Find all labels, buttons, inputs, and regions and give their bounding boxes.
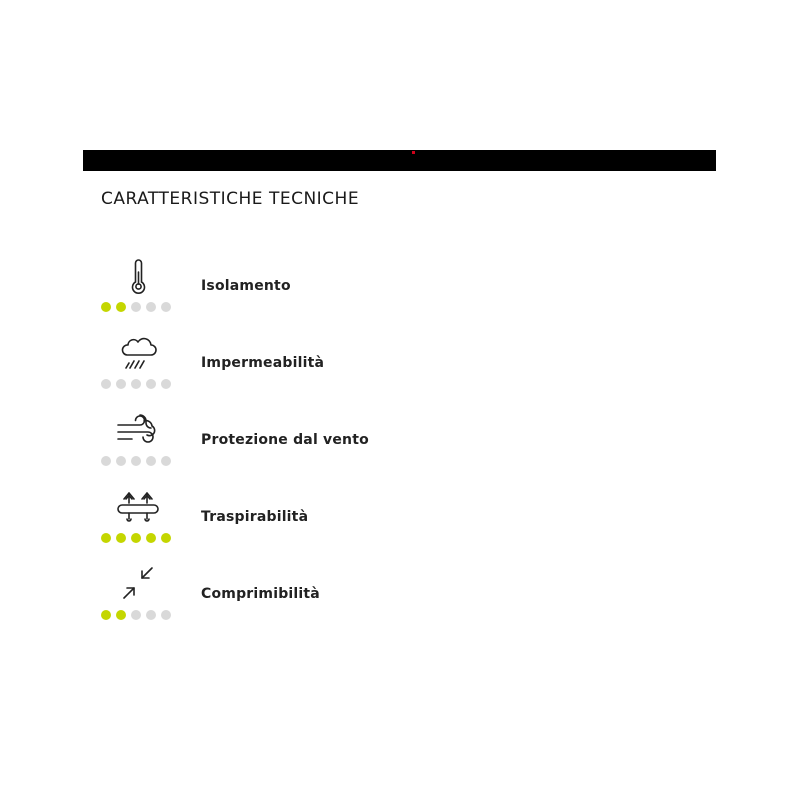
feature-label: Protezione dal vento — [201, 432, 369, 448]
rain-cloud-icon — [100, 335, 176, 375]
rating-dot-filled — [161, 533, 171, 543]
rating-dot-empty — [131, 456, 141, 466]
section-title: CARATTERISTICHE TECNICHE — [101, 189, 360, 209]
feature-label: Impermeabilità — [201, 355, 325, 371]
wind-icon — [100, 412, 176, 452]
rating-dot-empty — [146, 379, 156, 389]
rating-dot-filled — [131, 533, 141, 543]
feature-label: Traspirabilità — [201, 509, 309, 525]
rating-dot-filled — [116, 302, 126, 312]
feature-item-protezione-vento — [100, 412, 500, 472]
rating-dot-filled — [101, 533, 111, 543]
top-bar — [83, 150, 716, 171]
rating-dots — [101, 456, 171, 466]
feature-label: Isolamento — [201, 278, 291, 294]
rating-dots — [101, 533, 171, 543]
feature-item-traspirabilita — [100, 489, 500, 549]
rating-dot-filled — [101, 610, 111, 620]
rating-dot-empty — [161, 302, 171, 312]
rating-dot-empty — [116, 456, 126, 466]
feature-item-comprimibilita — [100, 566, 500, 626]
rating-dot-empty — [161, 610, 171, 620]
rating-dot-empty — [101, 379, 111, 389]
rating-dot-filled — [101, 302, 111, 312]
rating-dot-empty — [146, 456, 156, 466]
rating-dots — [101, 379, 171, 389]
rating-dot-empty — [116, 379, 126, 389]
rating-dot-empty — [131, 379, 141, 389]
rating-dot-filled — [116, 533, 126, 543]
rating-dot-empty — [161, 379, 171, 389]
top-bar-marker — [412, 151, 415, 154]
rating-dot-empty — [161, 456, 171, 466]
rating-dot-filled — [116, 610, 126, 620]
feature-label: Comprimibilità — [201, 586, 320, 602]
rating-dot-empty — [146, 302, 156, 312]
rating-dots — [101, 610, 171, 620]
thermometer-icon — [100, 258, 176, 298]
rating-dot-empty — [131, 610, 141, 620]
feature-item-isolamento — [100, 258, 500, 318]
rating-dot-empty — [131, 302, 141, 312]
breathable-layer-icon — [100, 489, 176, 529]
compress-arrows-icon — [100, 566, 176, 606]
rating-dot-empty — [101, 456, 111, 466]
rating-dot-filled — [146, 533, 156, 543]
rating-dots — [101, 302, 171, 312]
feature-item-impermeabilita — [100, 335, 500, 395]
rating-dot-empty — [146, 610, 156, 620]
